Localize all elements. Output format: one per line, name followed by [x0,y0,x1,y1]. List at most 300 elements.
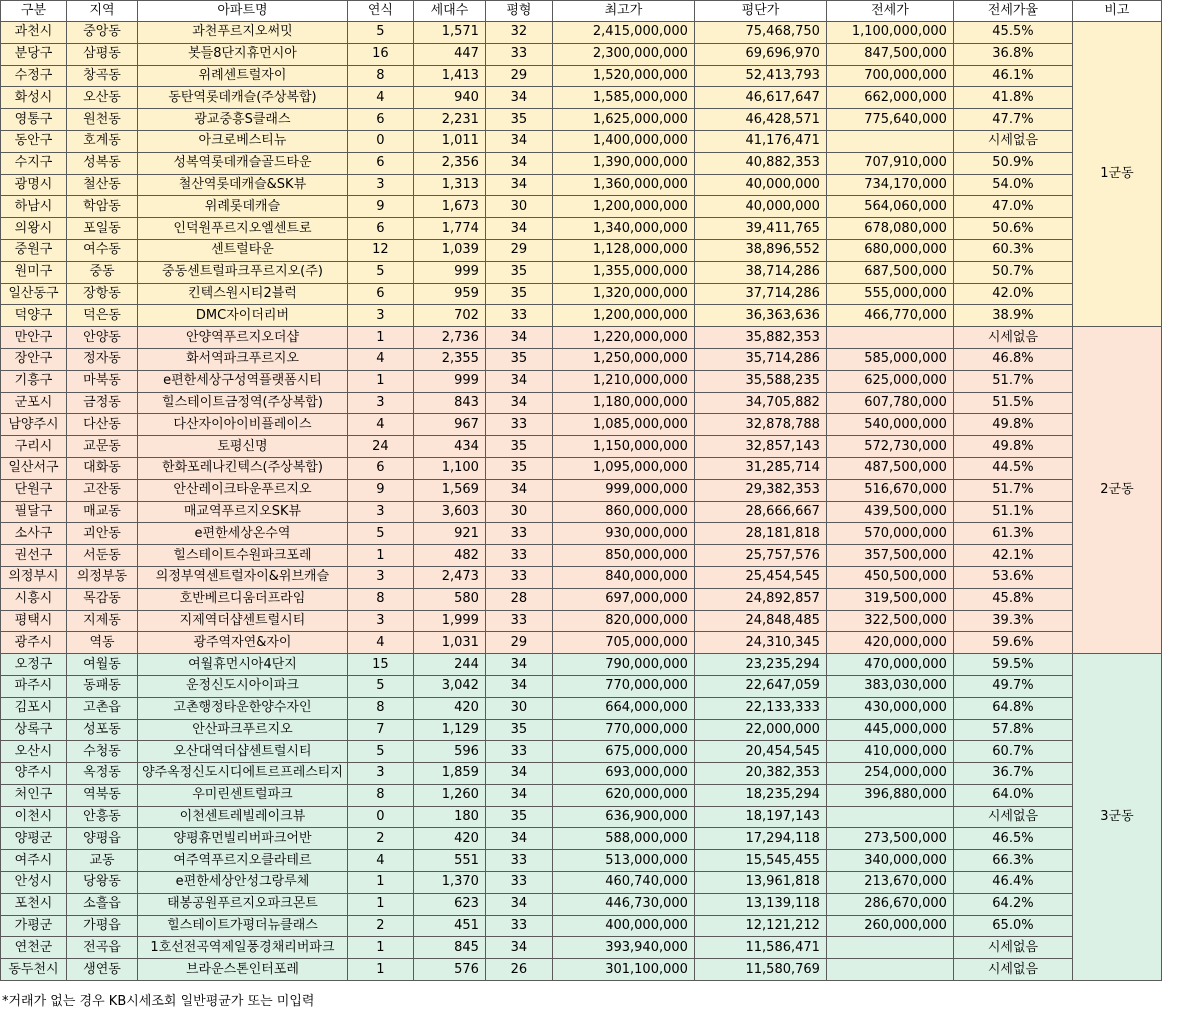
max-price-cell[interactable]: 705,000,000 [552,632,694,654]
jeonse-price-cell[interactable]: 847,500,000 [826,43,953,65]
column-header[interactable]: 비고 [1072,1,1161,22]
dong-cell[interactable]: 고촌읍 [67,697,138,719]
max-price-cell[interactable]: 1,360,000,000 [552,174,694,196]
dong-cell[interactable]: 오산동 [67,87,138,109]
apartment-name-cell[interactable]: 운정신도시아이파크 [138,675,348,697]
group-label-cell[interactable]: 3군동 [1072,654,1161,981]
jeonse-price-cell[interactable]: 340,000,000 [826,850,953,872]
apartment-name-cell[interactable]: 브라운스톤인터포레 [138,959,348,981]
size-cell[interactable]: 29 [485,65,552,87]
jeonse-price-cell[interactable]: 487,500,000 [826,457,953,479]
price-per-pyeong-cell[interactable]: 52,413,793 [694,65,826,87]
jeonse-price-cell[interactable]: 540,000,000 [826,414,953,436]
apartment-name-cell[interactable]: 센트럴타운 [138,239,348,261]
jeonse-ratio-cell[interactable]: 50.7% [953,261,1072,283]
jeonse-ratio-cell[interactable]: 51.1% [953,501,1072,523]
max-price-cell[interactable]: 588,000,000 [552,828,694,850]
apartment-name-cell[interactable]: 한화포레나킨텍스(주상복합) [138,457,348,479]
max-price-cell[interactable]: 1,520,000,000 [552,65,694,87]
jeonse-ratio-cell[interactable]: 60.3% [953,239,1072,261]
max-price-cell[interactable]: 393,940,000 [552,937,694,959]
district-cell[interactable]: 광주시 [1,632,67,654]
max-price-cell[interactable]: 790,000,000 [552,654,694,676]
district-cell[interactable]: 남양주시 [1,414,67,436]
price-per-pyeong-cell[interactable]: 20,454,545 [694,741,826,763]
jeonse-price-cell[interactable]: 450,500,000 [826,566,953,588]
size-cell[interactable]: 34 [485,130,552,152]
jeonse-ratio-cell[interactable]: 64.8% [953,697,1072,719]
households-cell[interactable]: 420 [413,697,485,719]
apartment-name-cell[interactable]: 아크로베스티뉴 [138,130,348,152]
apartment-name-cell[interactable]: 과천푸르지오써밋 [138,22,348,44]
households-cell[interactable]: 551 [413,850,485,872]
jeonse-price-cell[interactable]: 466,770,000 [826,305,953,327]
district-cell[interactable]: 동안구 [1,130,67,152]
jeonse-ratio-cell[interactable]: 64.2% [953,893,1072,915]
max-price-cell[interactable]: 675,000,000 [552,741,694,763]
district-cell[interactable]: 수정구 [1,65,67,87]
age-cell[interactable]: 8 [347,588,413,610]
jeonse-ratio-cell[interactable]: 49.8% [953,436,1072,458]
apartment-name-cell[interactable]: 우미린센트럴파크 [138,784,348,806]
max-price-cell[interactable]: 860,000,000 [552,501,694,523]
max-price-cell[interactable]: 513,000,000 [552,850,694,872]
jeonse-price-cell[interactable]: 322,500,000 [826,610,953,632]
max-price-cell[interactable]: 400,000,000 [552,915,694,937]
price-per-pyeong-cell[interactable]: 28,666,667 [694,501,826,523]
jeonse-ratio-cell[interactable]: 45.5% [953,22,1072,44]
price-per-pyeong-cell[interactable]: 40,000,000 [694,174,826,196]
jeonse-ratio-cell[interactable]: 42.0% [953,283,1072,305]
age-cell[interactable]: 16 [347,43,413,65]
dong-cell[interactable]: 금정동 [67,392,138,414]
district-cell[interactable]: 가평군 [1,915,67,937]
dong-cell[interactable]: 생연동 [67,959,138,981]
households-cell[interactable]: 845 [413,937,485,959]
households-cell[interactable]: 1,129 [413,719,485,741]
max-price-cell[interactable]: 1,210,000,000 [552,370,694,392]
age-cell[interactable]: 4 [347,348,413,370]
age-cell[interactable]: 15 [347,654,413,676]
jeonse-price-cell[interactable]: 707,910,000 [826,152,953,174]
jeonse-ratio-cell[interactable]: 50.6% [953,218,1072,240]
apartment-name-cell[interactable]: 힐스테이트가평더뉴클래스 [138,915,348,937]
district-cell[interactable]: 기흥구 [1,370,67,392]
jeonse-price-cell[interactable] [826,806,953,828]
households-cell[interactable]: 1,413 [413,65,485,87]
price-per-pyeong-cell[interactable]: 11,586,471 [694,937,826,959]
apartment-name-cell[interactable]: 광주역자연&자이 [138,632,348,654]
dong-cell[interactable]: 삼평동 [67,43,138,65]
column-header[interactable]: 연식 [347,1,413,22]
size-cell[interactable]: 35 [485,109,552,131]
district-cell[interactable]: 소사구 [1,523,67,545]
price-per-pyeong-cell[interactable]: 18,197,143 [694,806,826,828]
households-cell[interactable]: 2,231 [413,109,485,131]
jeonse-ratio-cell[interactable]: 46.8% [953,348,1072,370]
size-cell[interactable]: 34 [485,87,552,109]
dong-cell[interactable]: 장항동 [67,283,138,305]
size-cell[interactable]: 34 [485,218,552,240]
price-per-pyeong-cell[interactable]: 25,454,545 [694,566,826,588]
jeonse-ratio-cell[interactable]: 44.5% [953,457,1072,479]
max-price-cell[interactable]: 301,100,000 [552,959,694,981]
district-cell[interactable]: 분당구 [1,43,67,65]
apartment-name-cell[interactable]: 킨텍스원시티2블럭 [138,283,348,305]
jeonse-price-cell[interactable]: 383,030,000 [826,675,953,697]
apartment-name-cell[interactable]: 동탄역롯데캐슬(주상복합) [138,87,348,109]
apartment-name-cell[interactable]: 의정부역센트럴자이&위브캐슬 [138,566,348,588]
jeonse-ratio-cell[interactable]: 시세없음 [953,806,1072,828]
size-cell[interactable]: 34 [485,675,552,697]
size-cell[interactable]: 34 [485,479,552,501]
max-price-cell[interactable]: 930,000,000 [552,523,694,545]
dong-cell[interactable]: 중동 [67,261,138,283]
size-cell[interactable]: 34 [485,392,552,414]
district-cell[interactable]: 양평군 [1,828,67,850]
jeonse-ratio-cell[interactable]: 36.8% [953,43,1072,65]
dong-cell[interactable]: 고잔동 [67,479,138,501]
price-per-pyeong-cell[interactable]: 46,428,571 [694,109,826,131]
households-cell[interactable]: 999 [413,370,485,392]
district-cell[interactable]: 안성시 [1,872,67,894]
age-cell[interactable]: 4 [347,87,413,109]
max-price-cell[interactable]: 1,200,000,000 [552,196,694,218]
age-cell[interactable]: 6 [347,283,413,305]
district-cell[interactable]: 권선구 [1,545,67,567]
max-price-cell[interactable]: 697,000,000 [552,588,694,610]
column-header[interactable]: 세대수 [413,1,485,22]
price-per-pyeong-cell[interactable]: 40,882,353 [694,152,826,174]
jeonse-ratio-cell[interactable]: 47.0% [953,196,1072,218]
jeonse-ratio-cell[interactable]: 53.6% [953,566,1072,588]
apartment-name-cell[interactable]: 위례롯데캐슬 [138,196,348,218]
age-cell[interactable]: 0 [347,806,413,828]
district-cell[interactable]: 오산시 [1,741,67,763]
size-cell[interactable]: 35 [485,457,552,479]
district-cell[interactable]: 만안구 [1,327,67,349]
dong-cell[interactable]: 중앙동 [67,22,138,44]
apartment-name-cell[interactable]: 봇들8단지휴먼시아 [138,43,348,65]
group-label-cell[interactable]: 2군동 [1072,327,1161,654]
age-cell[interactable]: 9 [347,196,413,218]
district-cell[interactable]: 연천군 [1,937,67,959]
apartment-name-cell[interactable]: 철산역롯데캐슬&SK뷰 [138,174,348,196]
households-cell[interactable]: 2,356 [413,152,485,174]
households-cell[interactable]: 482 [413,545,485,567]
apartment-name-cell[interactable]: 위례센트럴자이 [138,65,348,87]
apartment-name-cell[interactable]: 이천센트레빌레이크뷰 [138,806,348,828]
district-cell[interactable]: 광명시 [1,174,67,196]
apartment-name-cell[interactable]: e편한세상구성역플랫폼시티 [138,370,348,392]
price-per-pyeong-cell[interactable]: 22,647,059 [694,675,826,697]
jeonse-price-cell[interactable] [826,937,953,959]
price-per-pyeong-cell[interactable]: 69,696,970 [694,43,826,65]
price-per-pyeong-cell[interactable]: 11,580,769 [694,959,826,981]
size-cell[interactable]: 33 [485,872,552,894]
dong-cell[interactable]: 성복동 [67,152,138,174]
max-price-cell[interactable]: 850,000,000 [552,545,694,567]
age-cell[interactable]: 8 [347,784,413,806]
age-cell[interactable]: 5 [347,675,413,697]
jeonse-price-cell[interactable]: 213,670,000 [826,872,953,894]
jeonse-price-cell[interactable]: 286,670,000 [826,893,953,915]
apartment-name-cell[interactable]: 화서역파크푸르지오 [138,348,348,370]
jeonse-ratio-cell[interactable]: 42.1% [953,545,1072,567]
jeonse-price-cell[interactable]: 555,000,000 [826,283,953,305]
jeonse-price-cell[interactable]: 662,000,000 [826,87,953,109]
district-cell[interactable]: 포천시 [1,893,67,915]
district-cell[interactable]: 일산동구 [1,283,67,305]
dong-cell[interactable]: 다산동 [67,414,138,436]
jeonse-price-cell[interactable]: 585,000,000 [826,348,953,370]
jeonse-ratio-cell[interactable]: 39.3% [953,610,1072,632]
district-cell[interactable]: 시흥시 [1,588,67,610]
dong-cell[interactable]: 철산동 [67,174,138,196]
dong-cell[interactable]: 전곡읍 [67,937,138,959]
age-cell[interactable]: 1 [347,959,413,981]
column-header[interactable]: 구분 [1,1,67,22]
column-header[interactable]: 평형 [485,1,552,22]
size-cell[interactable]: 34 [485,937,552,959]
district-cell[interactable]: 구리시 [1,436,67,458]
apartment-name-cell[interactable]: 여월휴먼시아4단지 [138,654,348,676]
jeonse-ratio-cell[interactable]: 51.5% [953,392,1072,414]
district-cell[interactable]: 장안구 [1,348,67,370]
dong-cell[interactable]: 괴안동 [67,523,138,545]
max-price-cell[interactable]: 1,085,000,000 [552,414,694,436]
max-price-cell[interactable]: 1,625,000,000 [552,109,694,131]
jeonse-price-cell[interactable]: 470,000,000 [826,654,953,676]
size-cell[interactable]: 33 [485,741,552,763]
district-cell[interactable]: 원미구 [1,261,67,283]
jeonse-price-cell[interactable]: 319,500,000 [826,588,953,610]
max-price-cell[interactable]: 1,150,000,000 [552,436,694,458]
price-per-pyeong-cell[interactable]: 13,139,118 [694,893,826,915]
households-cell[interactable]: 623 [413,893,485,915]
jeonse-ratio-cell[interactable]: 64.0% [953,784,1072,806]
jeonse-price-cell[interactable]: 516,670,000 [826,479,953,501]
price-per-pyeong-cell[interactable]: 46,617,647 [694,87,826,109]
jeonse-price-cell[interactable]: 1,100,000,000 [826,22,953,44]
households-cell[interactable]: 1,774 [413,218,485,240]
age-cell[interactable]: 3 [347,305,413,327]
price-per-pyeong-cell[interactable]: 13,961,818 [694,872,826,894]
column-header[interactable]: 평단가 [694,1,826,22]
max-price-cell[interactable]: 770,000,000 [552,675,694,697]
price-per-pyeong-cell[interactable]: 38,714,286 [694,261,826,283]
jeonse-ratio-cell[interactable]: 시세없음 [953,130,1072,152]
size-cell[interactable]: 34 [485,174,552,196]
age-cell[interactable]: 5 [347,741,413,763]
households-cell[interactable]: 580 [413,588,485,610]
households-cell[interactable]: 1,039 [413,239,485,261]
age-cell[interactable]: 3 [347,174,413,196]
max-price-cell[interactable]: 636,900,000 [552,806,694,828]
apartment-name-cell[interactable]: 여주역푸르지오클라테르 [138,850,348,872]
dong-cell[interactable]: 안양동 [67,327,138,349]
max-price-cell[interactable]: 1,250,000,000 [552,348,694,370]
price-per-pyeong-cell[interactable]: 34,705,882 [694,392,826,414]
age-cell[interactable]: 24 [347,436,413,458]
size-cell[interactable]: 29 [485,632,552,654]
dong-cell[interactable]: 여월동 [67,654,138,676]
age-cell[interactable]: 3 [347,763,413,785]
max-price-cell[interactable]: 1,355,000,000 [552,261,694,283]
jeonse-price-cell[interactable]: 564,060,000 [826,196,953,218]
jeonse-ratio-cell[interactable]: 41.8% [953,87,1072,109]
dong-cell[interactable]: 옥정동 [67,763,138,785]
size-cell[interactable]: 33 [485,850,552,872]
price-per-pyeong-cell[interactable]: 22,000,000 [694,719,826,741]
households-cell[interactable]: 1,859 [413,763,485,785]
dong-cell[interactable]: 서둔동 [67,545,138,567]
size-cell[interactable]: 34 [485,152,552,174]
district-cell[interactable]: 군포시 [1,392,67,414]
dong-cell[interactable]: 교동 [67,850,138,872]
apartment-name-cell[interactable]: e편한세상온수역 [138,523,348,545]
dong-cell[interactable]: 역북동 [67,784,138,806]
age-cell[interactable]: 1 [347,872,413,894]
size-cell[interactable]: 35 [485,806,552,828]
district-cell[interactable]: 동두천시 [1,959,67,981]
price-per-pyeong-cell[interactable]: 40,000,000 [694,196,826,218]
district-cell[interactable]: 영통구 [1,109,67,131]
jeonse-ratio-cell[interactable]: 38.9% [953,305,1072,327]
dong-cell[interactable]: 대화동 [67,457,138,479]
size-cell[interactable]: 34 [485,654,552,676]
price-per-pyeong-cell[interactable]: 32,857,143 [694,436,826,458]
max-price-cell[interactable]: 1,200,000,000 [552,305,694,327]
apartment-name-cell[interactable]: 인덕원푸르지오엘센트로 [138,218,348,240]
size-cell[interactable]: 33 [485,414,552,436]
jeonse-price-cell[interactable]: 625,000,000 [826,370,953,392]
price-per-pyeong-cell[interactable]: 75,468,750 [694,22,826,44]
age-cell[interactable]: 9 [347,479,413,501]
households-cell[interactable]: 2,736 [413,327,485,349]
district-cell[interactable]: 이천시 [1,806,67,828]
jeonse-ratio-cell[interactable]: 50.9% [953,152,1072,174]
district-cell[interactable]: 하남시 [1,196,67,218]
households-cell[interactable]: 3,603 [413,501,485,523]
size-cell[interactable]: 34 [485,893,552,915]
max-price-cell[interactable]: 446,730,000 [552,893,694,915]
jeonse-ratio-cell[interactable]: 49.7% [953,675,1072,697]
households-cell[interactable]: 1,313 [413,174,485,196]
price-per-pyeong-cell[interactable]: 31,285,714 [694,457,826,479]
age-cell[interactable]: 5 [347,261,413,283]
jeonse-price-cell[interactable]: 430,000,000 [826,697,953,719]
age-cell[interactable]: 4 [347,632,413,654]
dong-cell[interactable]: 동패동 [67,675,138,697]
households-cell[interactable]: 451 [413,915,485,937]
households-cell[interactable]: 702 [413,305,485,327]
jeonse-ratio-cell[interactable]: 시세없음 [953,327,1072,349]
price-per-pyeong-cell[interactable]: 12,121,212 [694,915,826,937]
size-cell[interactable]: 33 [485,523,552,545]
jeonse-price-cell[interactable] [826,959,953,981]
jeonse-ratio-cell[interactable]: 46.5% [953,828,1072,850]
jeonse-price-cell[interactable]: 700,000,000 [826,65,953,87]
age-cell[interactable]: 8 [347,697,413,719]
district-cell[interactable]: 김포시 [1,697,67,719]
jeonse-ratio-cell[interactable]: 49.8% [953,414,1072,436]
district-cell[interactable]: 단원구 [1,479,67,501]
age-cell[interactable]: 2 [347,915,413,937]
price-per-pyeong-cell[interactable]: 17,294,118 [694,828,826,850]
jeonse-price-cell[interactable]: 734,170,000 [826,174,953,196]
age-cell[interactable]: 4 [347,414,413,436]
age-cell[interactable]: 7 [347,719,413,741]
jeonse-ratio-cell[interactable]: 61.3% [953,523,1072,545]
apartment-name-cell[interactable]: 힐스테이트수원파크포레 [138,545,348,567]
price-per-pyeong-cell[interactable]: 41,176,471 [694,130,826,152]
max-price-cell[interactable]: 1,128,000,000 [552,239,694,261]
jeonse-price-cell[interactable]: 607,780,000 [826,392,953,414]
jeonse-price-cell[interactable]: 357,500,000 [826,545,953,567]
apartment-name-cell[interactable]: 양주옥정신도시디에트르프레스티지 [138,763,348,785]
max-price-cell[interactable]: 693,000,000 [552,763,694,785]
district-cell[interactable]: 중원구 [1,239,67,261]
jeonse-ratio-cell[interactable]: 46.1% [953,65,1072,87]
households-cell[interactable]: 999 [413,261,485,283]
price-per-pyeong-cell[interactable]: 23,235,294 [694,654,826,676]
district-cell[interactable]: 여주시 [1,850,67,872]
district-cell[interactable]: 양주시 [1,763,67,785]
jeonse-price-cell[interactable] [826,327,953,349]
households-cell[interactable]: 2,355 [413,348,485,370]
dong-cell[interactable]: 학암동 [67,196,138,218]
jeonse-price-cell[interactable]: 396,880,000 [826,784,953,806]
dong-cell[interactable]: 창곡동 [67,65,138,87]
jeonse-price-cell[interactable]: 273,500,000 [826,828,953,850]
households-cell[interactable]: 921 [413,523,485,545]
age-cell[interactable]: 6 [347,109,413,131]
jeonse-price-cell[interactable] [826,130,953,152]
max-price-cell[interactable]: 620,000,000 [552,784,694,806]
apartment-name-cell[interactable]: 고촌행정타운한양수자인 [138,697,348,719]
dong-cell[interactable]: 안흥동 [67,806,138,828]
jeonse-price-cell[interactable]: 445,000,000 [826,719,953,741]
age-cell[interactable]: 8 [347,65,413,87]
district-cell[interactable]: 평택시 [1,610,67,632]
group-label-cell[interactable]: 1군동 [1072,22,1161,327]
price-per-pyeong-cell[interactable]: 24,892,857 [694,588,826,610]
price-per-pyeong-cell[interactable]: 37,714,286 [694,283,826,305]
dong-cell[interactable]: 마북동 [67,370,138,392]
age-cell[interactable]: 12 [347,239,413,261]
size-cell[interactable]: 33 [485,610,552,632]
district-cell[interactable]: 수지구 [1,152,67,174]
apartment-name-cell[interactable]: e편한세상안성그랑루체 [138,872,348,894]
age-cell[interactable]: 6 [347,152,413,174]
size-cell[interactable]: 35 [485,436,552,458]
dong-cell[interactable]: 포일동 [67,218,138,240]
price-per-pyeong-cell[interactable]: 24,310,345 [694,632,826,654]
households-cell[interactable]: 3,042 [413,675,485,697]
jeonse-ratio-cell[interactable]: 57.8% [953,719,1072,741]
size-cell[interactable]: 33 [485,545,552,567]
size-cell[interactable]: 33 [485,305,552,327]
apartment-name-cell[interactable]: 다산자이아이비플레이스 [138,414,348,436]
district-cell[interactable]: 필달구 [1,501,67,523]
age-cell[interactable]: 1 [347,327,413,349]
size-cell[interactable]: 32 [485,22,552,44]
district-cell[interactable]: 의왕시 [1,218,67,240]
jeonse-price-cell[interactable]: 775,640,000 [826,109,953,131]
max-price-cell[interactable]: 1,220,000,000 [552,327,694,349]
jeonse-price-cell[interactable]: 687,500,000 [826,261,953,283]
